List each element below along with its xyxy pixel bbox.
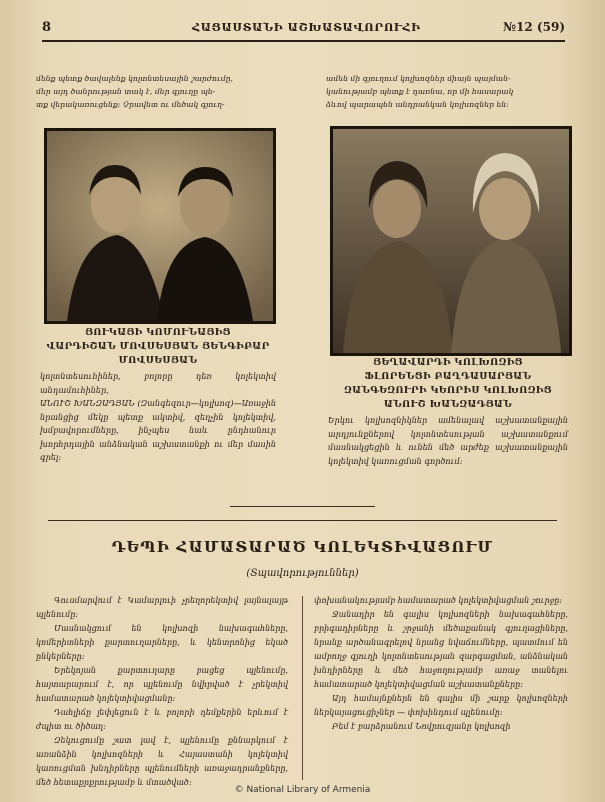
top-left-text: մենք պետք ծավալենք կոլտնտեսային շարժումը, մեր այդ ծանրության տակ է, մեր գյուղը պե- տք վերակառուցենք։ Չրավետ ու մեծակ գյուղ-	[36, 74, 233, 109]
photo-left-caption-names: կոլտնտեսուհիներ, բոլորը դեռ կոլեկտիվ անդամուհիներ,	[40, 371, 276, 395]
photo-two-women-right	[330, 126, 572, 356]
section-divider	[48, 520, 557, 521]
article-paragraph: Բեմ է բարձրանում Նովրուզյանը կոլխոզի	[332, 722, 511, 731]
article-paragraph: Այդ համայնքներն են գալիս մի շարք կոլխոզների ներկայացուցիչներ — փոխինդում պլենումը։	[314, 694, 568, 717]
page-header	[42, 14, 565, 40]
photo-left-caption-text: ԱՆՈՒՇ ԽԱՆԶԱԴՅԱՆ (Զանգեզուր—կոլխոզ)—Առաջին նրանցից մեկը պետք ակտիվ, զեղչին կոլեկտիվ, խմբավորումները, ինչպես նաև ընդհանուր խորհրդային անձնական աշխատանքի ու մեր մասին գրել։	[40, 398, 276, 462]
column-divider	[302, 596, 303, 780]
photo-left-caption-title: ՅՈՒԿԱՅԻ ԿՈՄՈՒՆԱՅԻՑ ՎԱՐԴԻՇԱՆ ՄՈՎՍԵՍՅԱՆ ՅԵՆԳԻԲԱՐ ՄՈՎՍԵՍՅԱՆ	[46, 327, 270, 366]
top-right-text: ամեն մի գյուղում կոլխոզներ միայն պայման- կանությամբ պետք է դառնա, որ մի հասարակ ձևով պարապեն անդրանկան կոլխոզներ են։	[326, 74, 514, 109]
photo-image-right	[333, 129, 569, 353]
photo-right-caption-title: ՅԵՂԱՎԱՐԴԻ ԿՈԼԽՈԶԻՑ ՖԼՈՐԵՆՑԻ ԲԱՂԴԱՍԱՐՅԱՆ ԶԱՆԳԵԶՈՒՐԻ ԿԵՈՐԻՍ ԿՈԼԽՈԶԻՑ ԱՆՈՒՇ ԽԱՆԶԱԴՅԱՆ	[344, 357, 552, 410]
page-number: 8	[42, 20, 52, 35]
issue-number: №12 (59)	[503, 20, 565, 34]
photo-right-caption-text: Երկու կոլխոզնիկներ ամենալավ աշխատանքային արդյունքներով կոլտնտեսության աշխատանքում մասնակցեցին և ունեն մեծ արժեք աշխատանքային կոլեկտիվ կառուցման գործում։	[328, 415, 568, 466]
article-left-column	[36, 594, 288, 790]
article-paragraph: Երեկոյան քարտուղարը բացեց պլենումը, հայտարարում է, որ պլենումը նվիրված է չրեկտիվ համատարած կոլեկտիվացմանը։	[36, 666, 288, 703]
section-divider-short	[230, 506, 375, 507]
article-paragraph: փոխանակությամբ համատարած կոլեկտիվացման շուրջը։	[314, 596, 562, 605]
article-paragraph: Զեկուցումը շատ լավ է, պլենումը քննարկում է առանձին կոլխոզների և Հայաստանի կոլեկտիվ կառուցման խնդիրները պլենումների առաջադրանքները, մեծ հետաքրքրությամբ և մտածված։	[36, 736, 288, 787]
article-paragraph: Գուսմարվում է Կամարլուի չրեղորեկտիվ լայնալայթ պլենումը։	[36, 596, 288, 619]
header-rule	[42, 40, 565, 42]
article-subtitle: (Տպավորություններ)	[246, 568, 359, 579]
article-title: ԴԵՊԻ ՀԱՄԱՏԱՐԱԾ ԿՈԼԵԿՏԻՎԱՑՈՒՄ	[111, 538, 494, 556]
article-right-column	[314, 594, 568, 734]
library-watermark: © National Library of Armenia	[234, 785, 371, 795]
photo-image-left	[47, 131, 273, 321]
journal-title: ՀԱՑԱՍՏԱՆԻ ԱՇԽԱՏԱՎՈՐՈՒՀԻ	[192, 21, 421, 34]
article-paragraph: Դահլիճը լեփլեցուն է և բոլորի դեմքերին երևում է ժպիտ ու ծիծաղ։	[36, 708, 288, 731]
photo-two-women-left	[44, 128, 276, 324]
article-paragraph: Ջանադիր են գալիս կոլխոզների նախագահները, բրիգադիրները և շրջանի մեծաքանակ գյուղացիները, նրանք արծանագրելով նրանց նվաճումները, պատմում են ամբողջ գյուղի կոլտնտեսության զարգացման, անձնական խնդիրները և մեծ հաջողությամբ առաջ տանելու համատարած կոլեկտիվացման աշխատանքները։	[314, 610, 568, 689]
article-paragraph: Մասնակցում են կոլխոզի նախագահները, կոմերիտների քարտուղարները, և կենտրոնից եկած ընկերները։	[36, 624, 288, 661]
